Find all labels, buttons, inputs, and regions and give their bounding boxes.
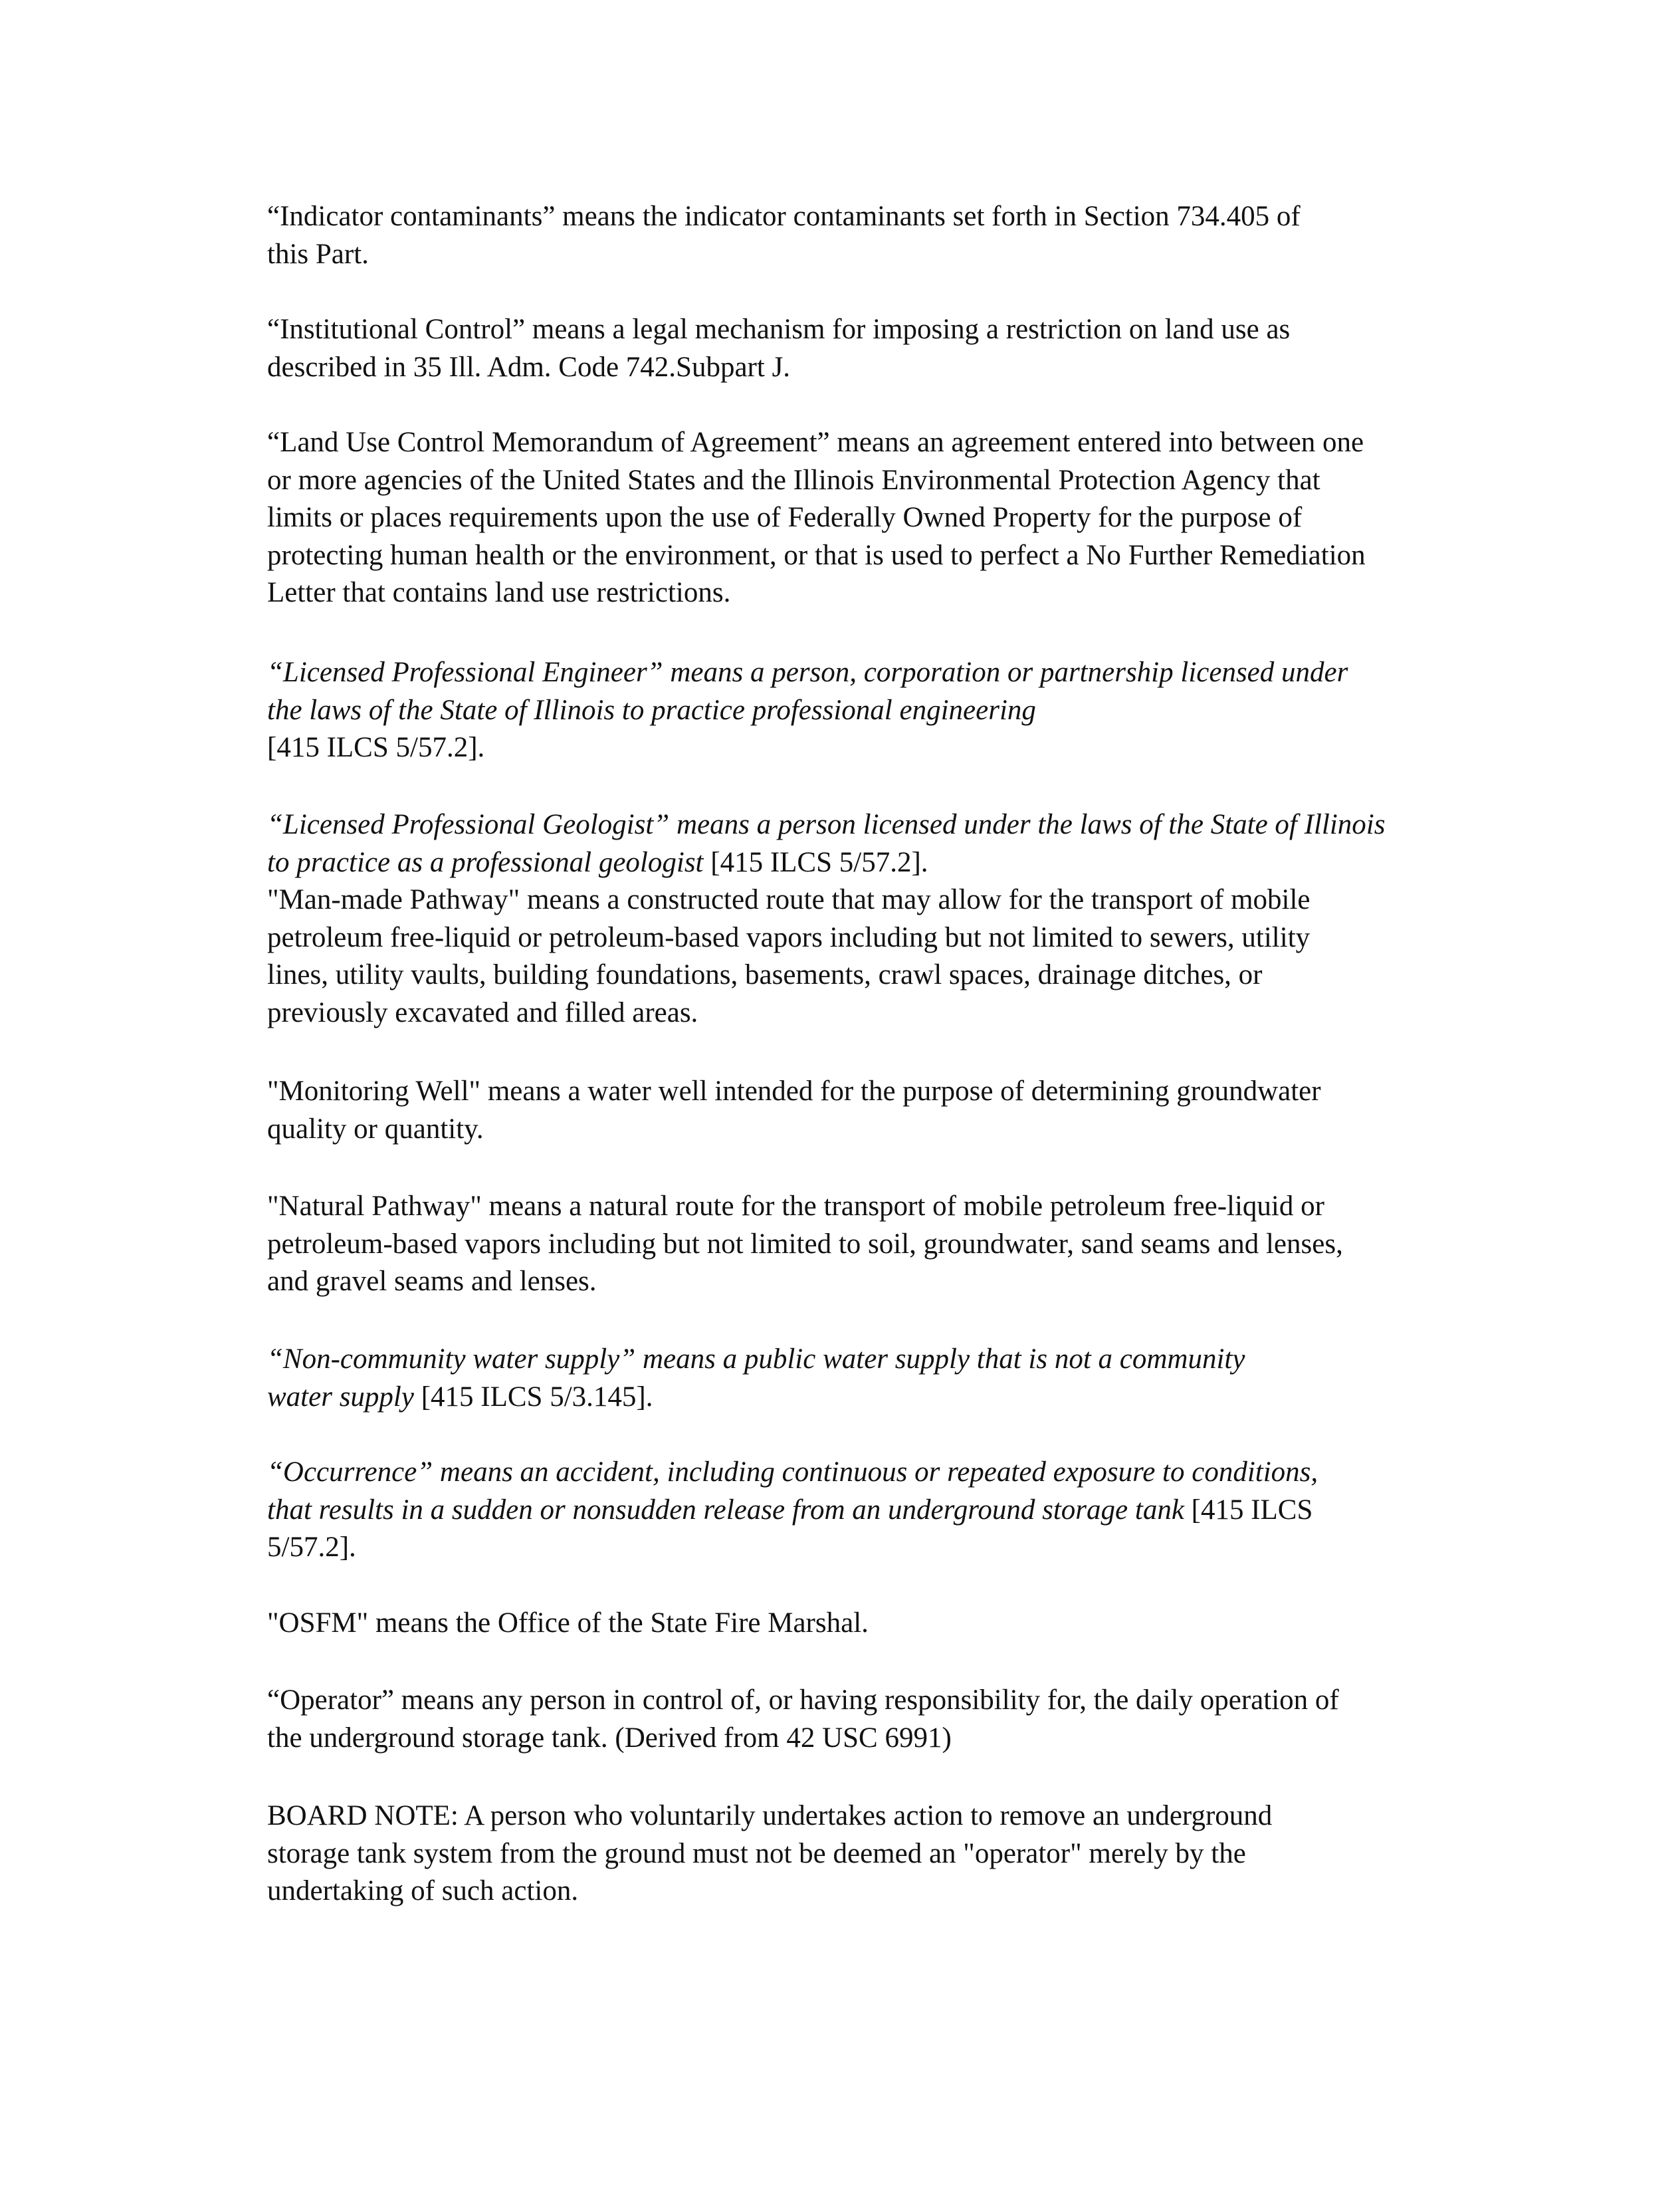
statute-citation: 5/57.2].	[267, 1532, 356, 1563]
board-note	[267, 1797, 1477, 1910]
text-line: to practice as a professional geologist	[267, 846, 704, 878]
text-line: the laws of the State of Illinois to practice professional engineering	[267, 694, 1036, 726]
definition-licensed-professional-geologist	[267, 806, 1477, 881]
text-line: undertaking of such action.	[267, 1875, 579, 1906]
text-line: “Licensed Professional Geologist” means a person licensed under the laws of the State of Illinois	[267, 809, 1386, 840]
statute-citation: [415 ILCS	[1191, 1494, 1313, 1526]
text-line: described in 35 Ill. Adm. Code 742.Subpart J.	[267, 351, 791, 383]
text-line: quality or quantity.	[267, 1113, 484, 1145]
text-line: “Land Use Control Memorandum of Agreement” means an agreement entered into between one	[267, 427, 1364, 458]
definition-institutional-control	[267, 311, 1477, 386]
text-line: “Operator” means any person in control of, or having responsibility for, the daily operation of	[267, 1684, 1339, 1716]
definition-natural-pathway	[267, 1188, 1477, 1301]
text-line: "Monitoring Well" means a water well intended for the purpose of determining groundwater	[267, 1076, 1321, 1107]
statute-citation: [415 ILCS 5/57.2].	[267, 732, 485, 763]
text-line: the underground storage tank. (Derived from 42 USC 6991)	[267, 1722, 952, 1754]
text-line: "Man-made Pathway" means a constructed route that may allow for the transport of mobile	[267, 884, 1311, 915]
text-line: and gravel seams and lenses.	[267, 1266, 597, 1297]
text-line: “Occurrence” means an accident, including continuous or repeated exposure to conditions,	[267, 1456, 1318, 1488]
text-line: lines, utility vaults, building foundations, basements, crawl spaces, drainage ditches, or	[267, 959, 1263, 990]
definition-licensed-professional-engineer	[267, 654, 1477, 767]
text-line: BOARD NOTE: A person who voluntarily undertakes action to remove an underground	[267, 1800, 1273, 1831]
definition-monitoring-well	[267, 1073, 1477, 1148]
definition-occurrence	[267, 1454, 1477, 1567]
text-line: storage tank system from the ground must not be deemed an "operator" merely by the	[267, 1837, 1246, 1869]
text-line: Letter that contains land use restrictions.	[267, 577, 731, 608]
text-line: this Part.	[267, 238, 369, 270]
text-line: petroleum free-liquid or petroleum-based vapors including but not limited to sewers, utility	[267, 921, 1311, 953]
definition-land-use-control-moa	[267, 424, 1477, 612]
text-line: water supply	[267, 1381, 414, 1413]
text-line: “Institutional Control” means a legal mechanism for imposing a restriction on land use as	[267, 314, 1291, 345]
statute-citation: [415 ILCS 5/3.145].	[421, 1381, 653, 1413]
text-line: limits or places requirements upon the use of Federally Owned Property for the purpose of	[267, 502, 1303, 533]
text-line: petroleum-based vapors including but not limited to soil, groundwater, sand seams and lenses,	[267, 1228, 1343, 1260]
text-line: "OSFM" means the Office of the State Fire Marshal.	[267, 1607, 869, 1639]
definition-man-made-pathway	[267, 881, 1477, 1032]
text-line: "Natural Pathway" means a natural route for the transport of mobile petroleum free-liquid or	[267, 1191, 1324, 1222]
statute-citation: [415 ILCS 5/57.2].	[710, 846, 928, 878]
text-line: or more agencies of the United States and the Illinois Environmental Protection Agency that	[267, 464, 1320, 496]
text-line: previously excavated and filled areas.	[267, 996, 698, 1028]
definition-osfm	[267, 1605, 1477, 1643]
text-line: “Licensed Professional Engineer” means a person, corporation or partnership licensed under	[267, 657, 1348, 688]
text-line: “Non-community water supply” means a public water supply that is not a community	[267, 1343, 1245, 1375]
text-line: that results in a sudden or nonsudden release from an underground storage tank	[267, 1494, 1184, 1526]
text-line: protecting human health or the environment, or that is used to perfect a No Further Remediation	[267, 539, 1366, 571]
text-line: “Indicator contaminants” means the indicator contaminants set forth in Section 734.405 of	[267, 201, 1301, 232]
definition-operator	[267, 1682, 1477, 1757]
definition-non-community-water-supply	[267, 1341, 1477, 1416]
definition-indicator-contaminants	[267, 198, 1477, 273]
